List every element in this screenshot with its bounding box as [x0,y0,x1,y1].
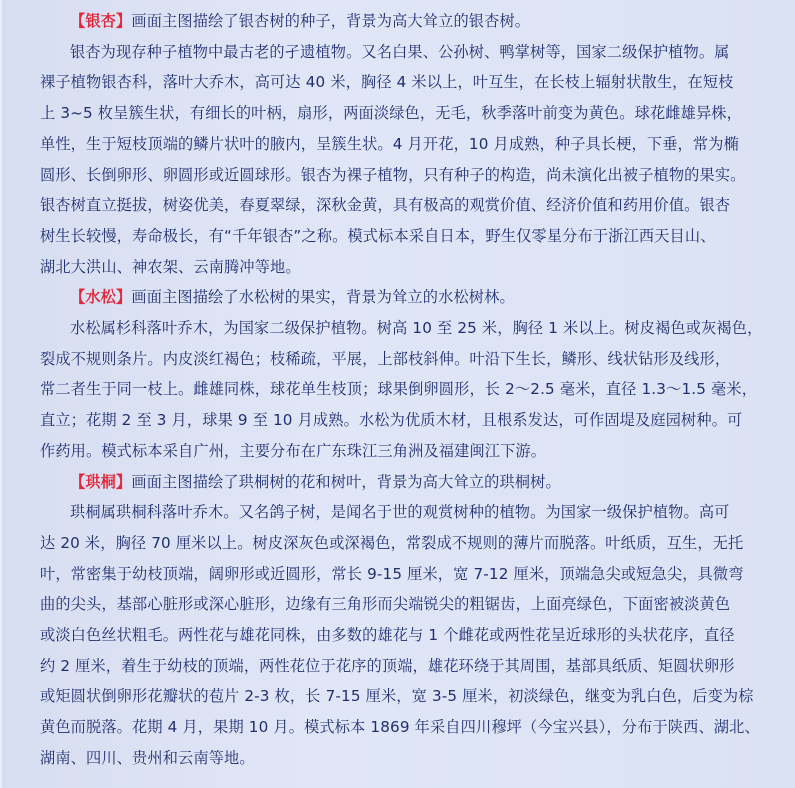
body-line: 直立；花期 2 至 3 月，球果 9 至 10 月成熟。水松为优质木材，且根系发达，可作固堤及庭园树种。可 [40,411,743,430]
body-line: 裂成不规则条片。内皮淡红褐色；枝稀疏，平展，上部枝斜伸。叶沿下生长，鳞形、线状钻形及线形， [40,349,731,368]
body-line: 裸子植物银杏科，落叶大乔木，高可达 40 米，胸径 4 米以上，叶互生，在长枝上辐射状散生，在短枝 [40,73,734,92]
body-line: 银杏为现存种子植物中最古老的孑遗植物。又名白果、公孙树、鸭掌树等，国家二级保护植物。属 [70,42,730,61]
entry-intro: 画面主图描绘了水松树的果实，背景为耸立的水松树林。 [131,288,515,307]
body-line: 或淡白色丝状粗毛。两性花与雄花同株，由多数的雄花与 1 个雌花或两性花呈近球形的头状花序，直径 [40,626,735,645]
entry-intro: 画面主图描绘了银杏树的种子，背景为高大耸立的银杏树。 [131,12,531,30]
entry-tag: 【水松】 [70,288,132,307]
body-line: 曲的尖头，基部心脏形或深心脏形，边缘有三角形而尖端锐尖的粗锯齿，上面亮绿色，下面密被淡黄色 [40,595,731,614]
body-line: 约 2 厘米，着生于幼枝的顶端，两性花位于花序的顶端，雄花环绕于其周围，基部具纸质、矩圆状卵形 [40,656,735,675]
body-line: 湖北大洪山、神农架、云南腾冲等地。 [40,257,301,276]
entry-intro: 画面主图描绘了珙桐树的花和树叶，背景为高大耸立的珙桐树。 [131,472,561,491]
body-line: 上 3~5 枚呈簇生状，有细长的叶柄，扇形，两面淡绿色，无毛，秋季落叶前变为黄色。球花雌雄异株， [40,104,742,123]
body-line: 达 20 米，胸径 70 厘米以上。树皮深灰色或深褐色，常裂成不规则的薄片而脱落。叶纸质，互生，无托 [40,533,744,552]
body-line: 珙桐属珙桐科落叶乔木。又名鸽子树，是闻名于世的观赏树种的植物。为国家一级保护植物。高可 [70,503,730,522]
entry-intro-line [40,467,775,498]
body-line: 树生长较慢，寿命极长，有“千年银杏”之称。模式标本采自日本，野生仅零星分布于浙江西天目山、 [40,226,716,245]
entry-tag: 【银杏】 [70,12,132,30]
body-line: 单性，生于短枝顶端的鳞片状叶的腋内，呈簇生状。4 月开花，10 月成熟，种子具长梗，下垂，常为椭 [40,134,739,153]
body-line: 银杏树直立挺拔，树姿优美，春夏翠绿，深秋金黄，具有极高的观赏价值、经济价值和药用价值。银杏 [40,196,731,215]
entry-dove-tree [40,467,775,774]
body-line: 黄色而脱落。花期 4 月，果期 10 月。模式标本 1869 年采自四川穆坪（今宝兴县），分布于陕西、湖北、 [40,718,760,737]
body-line: 常二者生于同一枝上。雌雄同株，球花单生枝顶；球果倒卵圆形，长 2～2.5 毫米，直径 1.3～1.5 毫米， [40,380,758,399]
entry-intro-line [40,6,775,37]
body-line: 或矩圆状倒卵形花瓣状的苞片 2-3 枚，长 7-15 厘米，宽 3-5 厘米，初淡绿色，继变为乳白色，后变为棕 [40,687,754,706]
entry-tag: 【珙桐】 [70,472,132,491]
body-line: 叶，常密集于幼枝顶端，阔卵形或近圆形，常长 9-15 厘米，宽 7-12 厘米，顶端急尖或短急尖，具微弯 [40,564,744,583]
entry-water-pine [40,282,775,466]
body-line: 作药用。模式标本采自广州，主要分布在广东珠江三角洲及福建闽江下游。 [40,441,547,460]
body-line: 湖南、四川、贵州和云南等地。 [40,748,255,767]
body-line: 水松属杉科落叶乔木，为国家二级保护植物。树高 10 至 25 米，胸径 1 米以上。树皮褐色或灰褐色， [70,319,763,338]
body-line: 圆形、长倒卵形、卵圆形或近圆球形。银杏为裸子植物，只有种子的构造，尚未演化出被子植物的果实。 [40,165,746,184]
entry-ginkgo [40,6,775,282]
entry-intro-line [40,282,775,313]
